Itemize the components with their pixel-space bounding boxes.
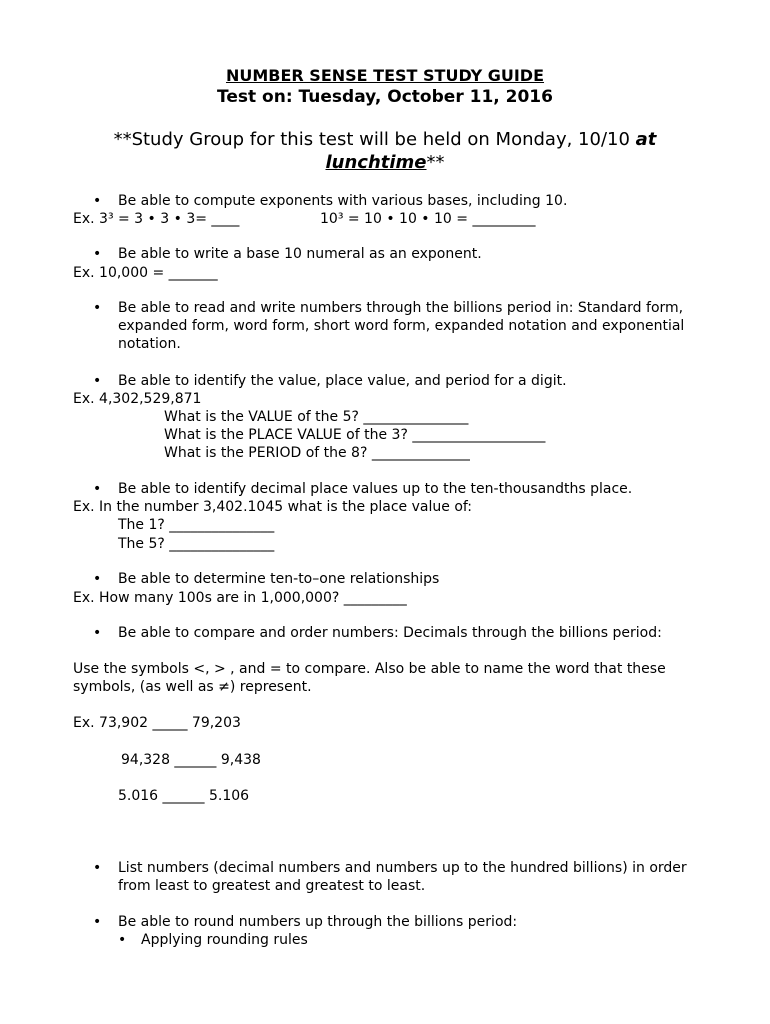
bullet-forms: Be able to read and write numbers through the billions period in: Standard form, expanded form, word form, short word form, expanded notation and exponential notation. (118, 300, 685, 352)
bullet-icon: • (93, 373, 102, 389)
bullet-exponents: Be able to compute exponents with various bases, including 10. (118, 193, 568, 209)
example-exponents-b: 10³ = 10 • 10 • 10 = _________ (320, 211, 536, 227)
bullet-base10: Be able to write a base 10 numeral as an exponent. (118, 246, 482, 262)
study-group-note (0, 128, 770, 174)
question-decimal-5: The 5? _______________ (118, 536, 275, 552)
bullet-compare: Be able to compare and order numbers: Decimals through the billions period: (118, 625, 662, 641)
question-place-value: What is the PLACE VALUE of the 3? ___________________ (164, 427, 546, 443)
question-value: What is the VALUE of the 5? _______________ (164, 409, 469, 425)
compare-example-2: 94,328 ______ 9,438 (121, 752, 261, 768)
example-ten-to-one: Ex. How many 100s are in 1,000,000? _________ (73, 590, 407, 606)
bullet-decimal: Be able to identify decimal place values up to the ten-thousandths place. (118, 481, 633, 497)
bullet-icon: • (93, 300, 102, 316)
bullet-value: Be able to identify the value, place value, and period for a digit. (118, 373, 567, 389)
compare-example-3: 5.016 ______ 5.106 (118, 788, 250, 804)
bullet-icon: • (93, 193, 102, 209)
bullet-icon: • (93, 860, 102, 876)
test-date: Test on: Tuesday, October 11, 2016 (217, 87, 553, 107)
example-base10: Ex. 10,000 = _______ (73, 265, 218, 281)
bullet-icon: • (93, 571, 102, 587)
bullet-ten-to-one: Be able to determine ten-to–one relationships (118, 571, 440, 587)
bullet-icon: • (93, 625, 102, 641)
sub-bullet-rounding: Applying rounding rules (141, 932, 308, 948)
bullet-round: Be able to round numbers up through the billions period: (118, 914, 518, 930)
compare-example-1: Ex. 73,902 _____ 79,203 (73, 715, 241, 731)
sub-bullet-icon: • (118, 932, 127, 948)
example-value: Ex. 4,302,529,871 (73, 391, 202, 407)
question-period: What is the PERIOD of the 8? ______________ (164, 445, 470, 461)
study-group-stars: ** (426, 152, 445, 173)
bullet-icon: • (93, 246, 102, 262)
example-exponents-a: Ex. 3³ = 3 • 3 • 3= ____ (73, 211, 240, 227)
bullet-list: List numbers (decimal numbers and numbers up to the hundred billions) in order from least to greatest and greatest to least. (118, 860, 687, 894)
bullet-icon: • (93, 914, 102, 930)
study-group-lunchtime: lunchtime (325, 152, 427, 173)
study-group-text: **Study Group for this test will be held on Monday, 10/10 (113, 129, 636, 150)
example-decimal: Ex. In the number 3,402.1045 what is the place value of: (73, 499, 473, 515)
bullet-icon: • (93, 481, 102, 497)
document-title: NUMBER SENSE TEST STUDY GUIDE (225, 66, 545, 85)
study-group-at: at (635, 129, 657, 150)
compare-instructions: Use the symbols <, > , and = to compare. Also be able to name the word that these symbols, (as well as ≠) represent. (73, 661, 666, 695)
question-decimal-1: The 1? _______________ (118, 517, 275, 533)
